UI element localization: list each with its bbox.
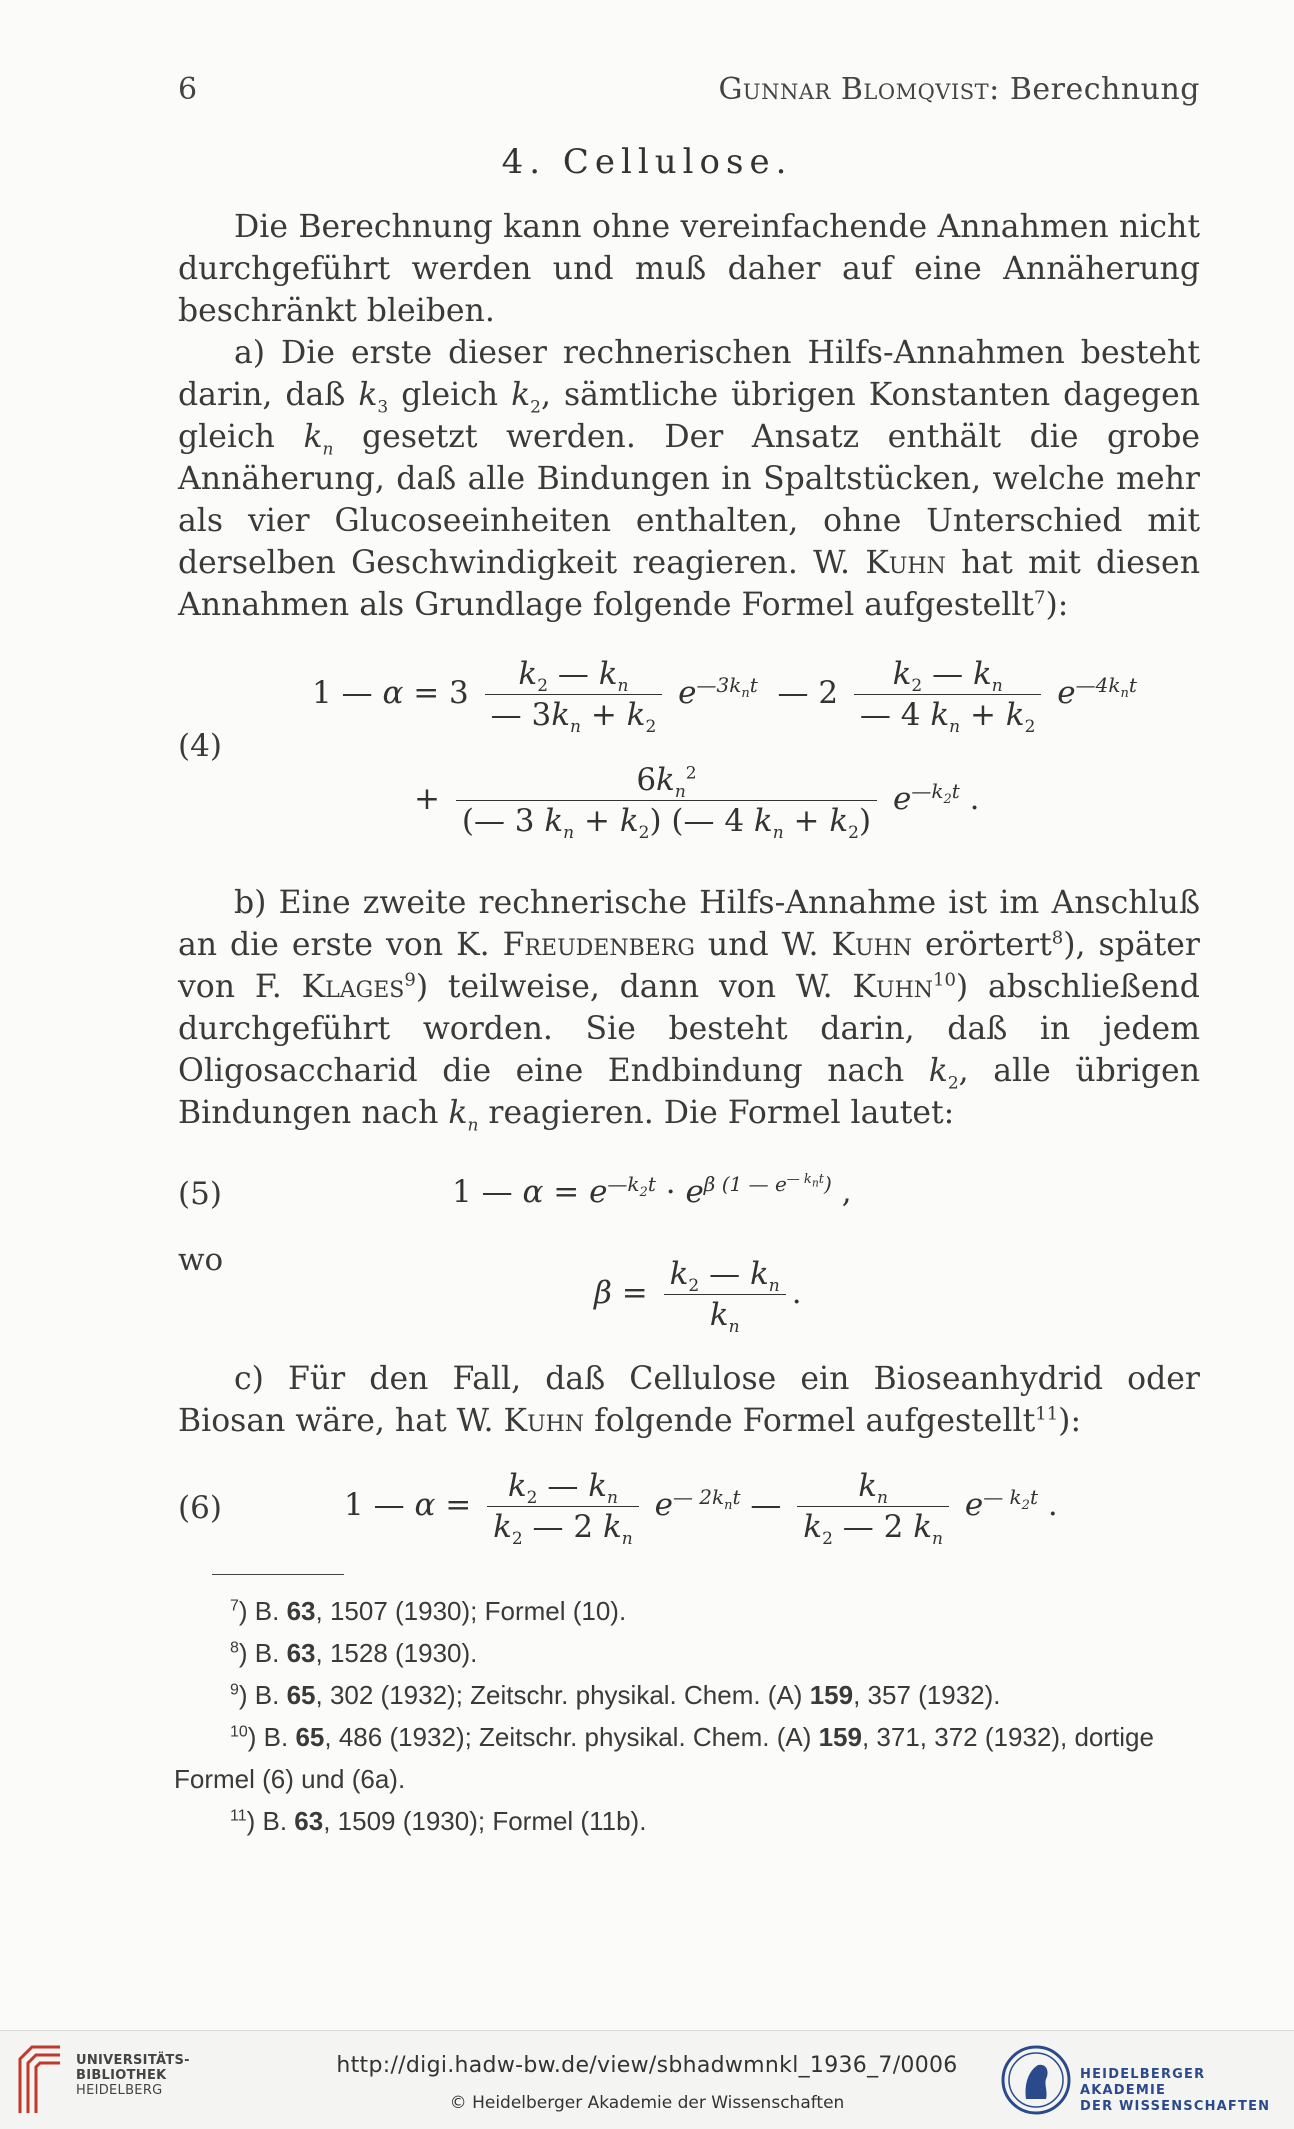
section-title: 4. Cellulose. xyxy=(501,142,793,182)
running-title-text: Berechnung xyxy=(1009,72,1200,107)
text-block-b xyxy=(178,882,1200,1134)
paragraph-c: c) Für den Fall, daß Cellulose ein Bioseanhydrid oder Biosan wäre, hat W. Kuhn folgende Formel aufgestellt$^{11}$): xyxy=(178,1361,1200,1439)
source-url-link[interactable]: http://digi.hadw-bw.de/view/sbhadwmnkl_1936_7/0006 xyxy=(336,2053,958,2078)
footnote-rule xyxy=(212,1574,344,1575)
text-block-c xyxy=(178,1358,1200,1442)
university-library-name: UNIVERSITÄTS- BIBLIOTHEK HEIDELBERG xyxy=(76,2053,190,2098)
viewer-footer xyxy=(0,2030,1294,2129)
academy-seal-icon xyxy=(1000,2041,1072,2119)
copyright-notice: © Heidelberger Akademie der Wissenschaften xyxy=(449,2093,845,2113)
running-author: Gunnar Blomqvist xyxy=(718,72,990,107)
footnote-9: $^9$) B. 65, 302 (1932); Zeitschr. physikal. Chem. (A) 159, 357 (1932). xyxy=(230,1680,1001,1710)
paragraph-b: b) Eine zweite rechnerische Hilfs-Annahme ist im Anschluß an die erste von K. Freudenberg und W. Kuhn erörtert$^8$), später von F. Klages$^9$) teilweise, dann von W. Kuhn$^{10}$) abschließend durchgeführt worden. Sie besteht darin, daß in jedem Oligosaccharid die eine Endbindung nach $k_2$, alle übrigen Bindungen nach $k_n$ reagieren. Die Formel lautet: xyxy=(178,885,1200,1136)
running-header xyxy=(178,72,1200,116)
equation-5-label: (5) xyxy=(178,1176,222,1212)
wo-label: wo xyxy=(178,1242,224,1278)
academy-name: HEIDELBERGER AKADEMIE DER WISSENSCHAFTEN xyxy=(1080,2067,1271,2114)
footnotes xyxy=(174,1590,1204,1842)
page-number: 6 xyxy=(178,72,198,107)
equation-4-line1: 1 — α = 3 $\frac{k_2 — k_n}{— 3k_n + k_2}$ $e^{—3k_nt}$ — 2 $\frac{k_2 — k_n}{— 4 k_n + k_2}$ $e^{—4k_nt}$ xyxy=(312,656,1137,738)
running-title: Gunnar Blomqvist: Berechnung xyxy=(718,72,1200,107)
footnote-8: $^8$) B. 63, 1528 (1930). xyxy=(230,1638,478,1668)
equation-5: 1 — $\alpha = e^{—k_2t} \cdot e^{\beta (1 — e^{— k_nt})}$ , xyxy=(452,1171,852,1210)
text-block-intro-a xyxy=(178,206,1200,626)
equation-6-label: (6) xyxy=(178,1490,222,1526)
footnote-11: $^{11}$) B. 63, 1509 (1930); Formel (11b). xyxy=(230,1806,647,1836)
paragraph-intro: Die Berechnung kann ohne vereinfachende Annahmen nicht durchgeführt werden und muß daher auf eine Annäherung beschränkt bleiben. xyxy=(178,209,1200,329)
equation-6: 1 — α = $\frac{k_2 — k_n}{k_2 — 2 k_n}$ $e^{— 2k_nt}$ — $\frac{k_n}{k_2 — 2 k_n}$ $e^{— k_2t}$ . xyxy=(344,1468,1058,1550)
equation-4-label: (4) xyxy=(178,728,222,764)
footnote-10: $^{10}$) B. 65, 486 (1932); Zeitschr. physikal. Chem. (A) 159, 371, 372 (1932), dortige Formel (6) und (6a). xyxy=(174,1722,1154,1794)
equation-4-line2: + $\frac{6k_n^2}{(— 3 k_n + k_2) (— 4 k_n + k_2)}$ $e^{—k_2t}$ . xyxy=(414,762,980,844)
paragraph-a: a) Die erste dieser rechnerischen Hilfs-Annahmen besteht darin, daß $k_3$ gleich $k_2$, sämtliche übrigen Konstanten dagegen gleich $k_n$ gesetzt werden. Der Ansatz enthält die grobe Annäherung, daß alle Bindungen in Spaltstücken, welche mehr als vier Glucoseeinheiten enthalten, ohne Unterschied mit derselben Geschwindigkeit reagieren. W. Kuhn hat mit diesen Annahmen als Grundlage folgende Formel aufgestellt$^7$): xyxy=(178,335,1201,623)
footnote-7: $^7$) B. 63, 1507 (1930); Formel (10). xyxy=(230,1596,627,1626)
equation-beta: β = $\frac{k_2 — k_n}{k_n}$ . xyxy=(594,1256,802,1338)
